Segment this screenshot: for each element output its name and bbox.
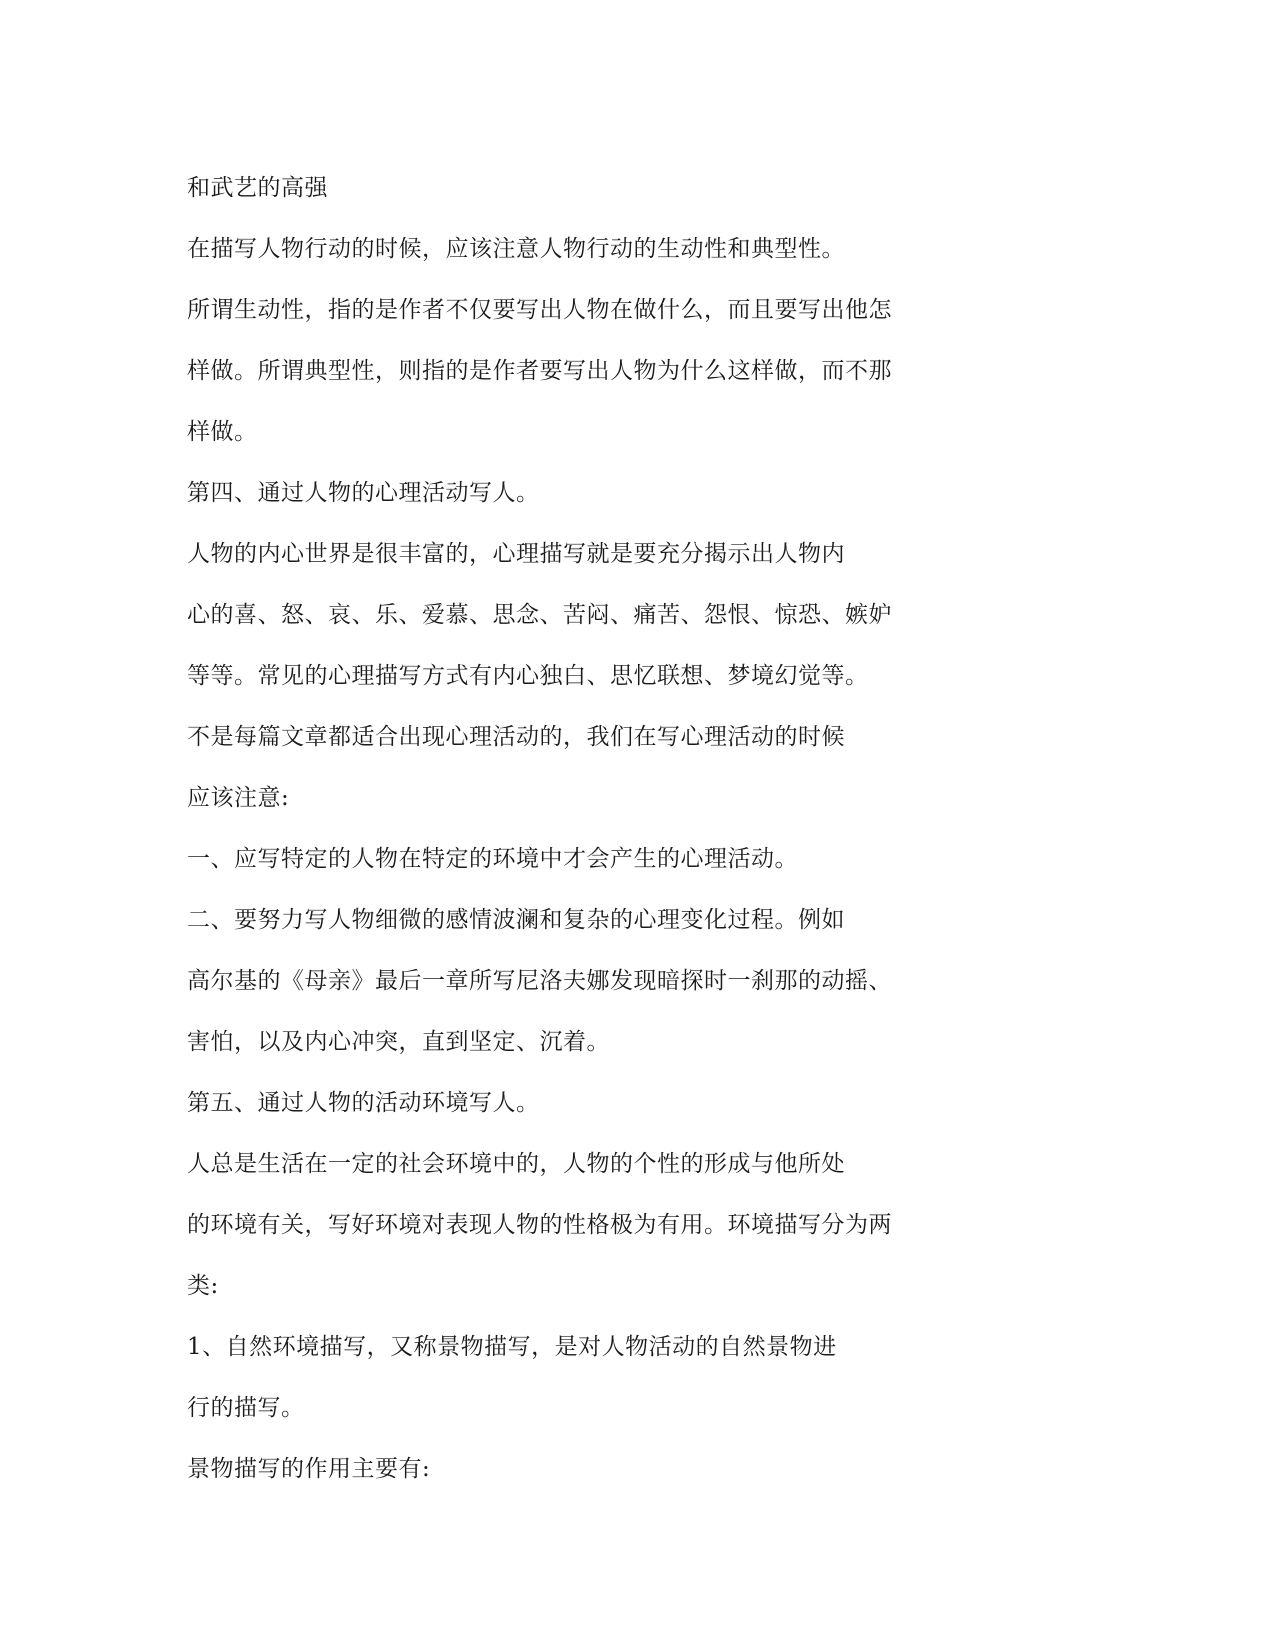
section-heading: 第五、通过人物的活动环境写人。 [187,1090,540,1116]
text-line: 的环境有关，写好环境对表现人物的性格极为有用。环境描写分为两 [187,1212,892,1238]
text-line: 行的描写。 [187,1395,305,1421]
text-line: 人总是生活在一定的社会环境中的，人物的个性的形成与他所处 [187,1151,845,1177]
text-line: 害怕，以及内心冲突，直到坚定、沉着。 [187,1029,610,1055]
document-body [187,171,947,1513]
text-line: 样做。 [187,419,258,445]
text-line: 人物的内心世界是很丰富的，心理描写就是要充分揭示出人物内 [187,541,845,567]
text-line: 高尔基的《母亲》最后一章所写尼洛夫娜发现暗探时一刹那的动摇、 [187,968,892,994]
text-line: 类: [187,1273,219,1299]
text-line: 和武艺的高强 [187,175,328,201]
text-line: 应该注意: [187,785,290,811]
section-heading: 第四、通过人物的心理活动写人。 [187,480,540,506]
text-line: 景物描写的作用主要有: [187,1456,431,1482]
text-line: 等等。常见的心理描写方式有内心独白、思忆联想、梦境幻觉等。 [187,663,869,689]
text-line: 样做。所谓典型性，则指的是作者要写出人物为什么这样做，而不那 [187,358,892,384]
text-line: 心的喜、怒、哀、乐、爱慕、思念、苦闷、痛苦、怨恨、惊恐、嫉妒 [187,602,892,628]
text-line: 1、自然环境描写，又称景物描写，是对人物活动的自然景物进 [187,1334,837,1360]
text-line: 二、要努力写人物细微的感情波澜和复杂的心理变化过程。例如 [187,907,845,933]
text-line: 所谓生动性，指的是作者不仅要写出人物在做什么，而且要写出他怎 [187,297,892,323]
text-line: 在描写人物行动的时候，应该注意人物行动的生动性和典型性。 [187,236,845,262]
text-line: 不是每篇文章都适合出现心理活动的，我们在写心理活动的时候 [187,724,845,750]
text-line: 一、应写特定的人物在特定的环境中才会产生的心理活动。 [187,846,798,872]
